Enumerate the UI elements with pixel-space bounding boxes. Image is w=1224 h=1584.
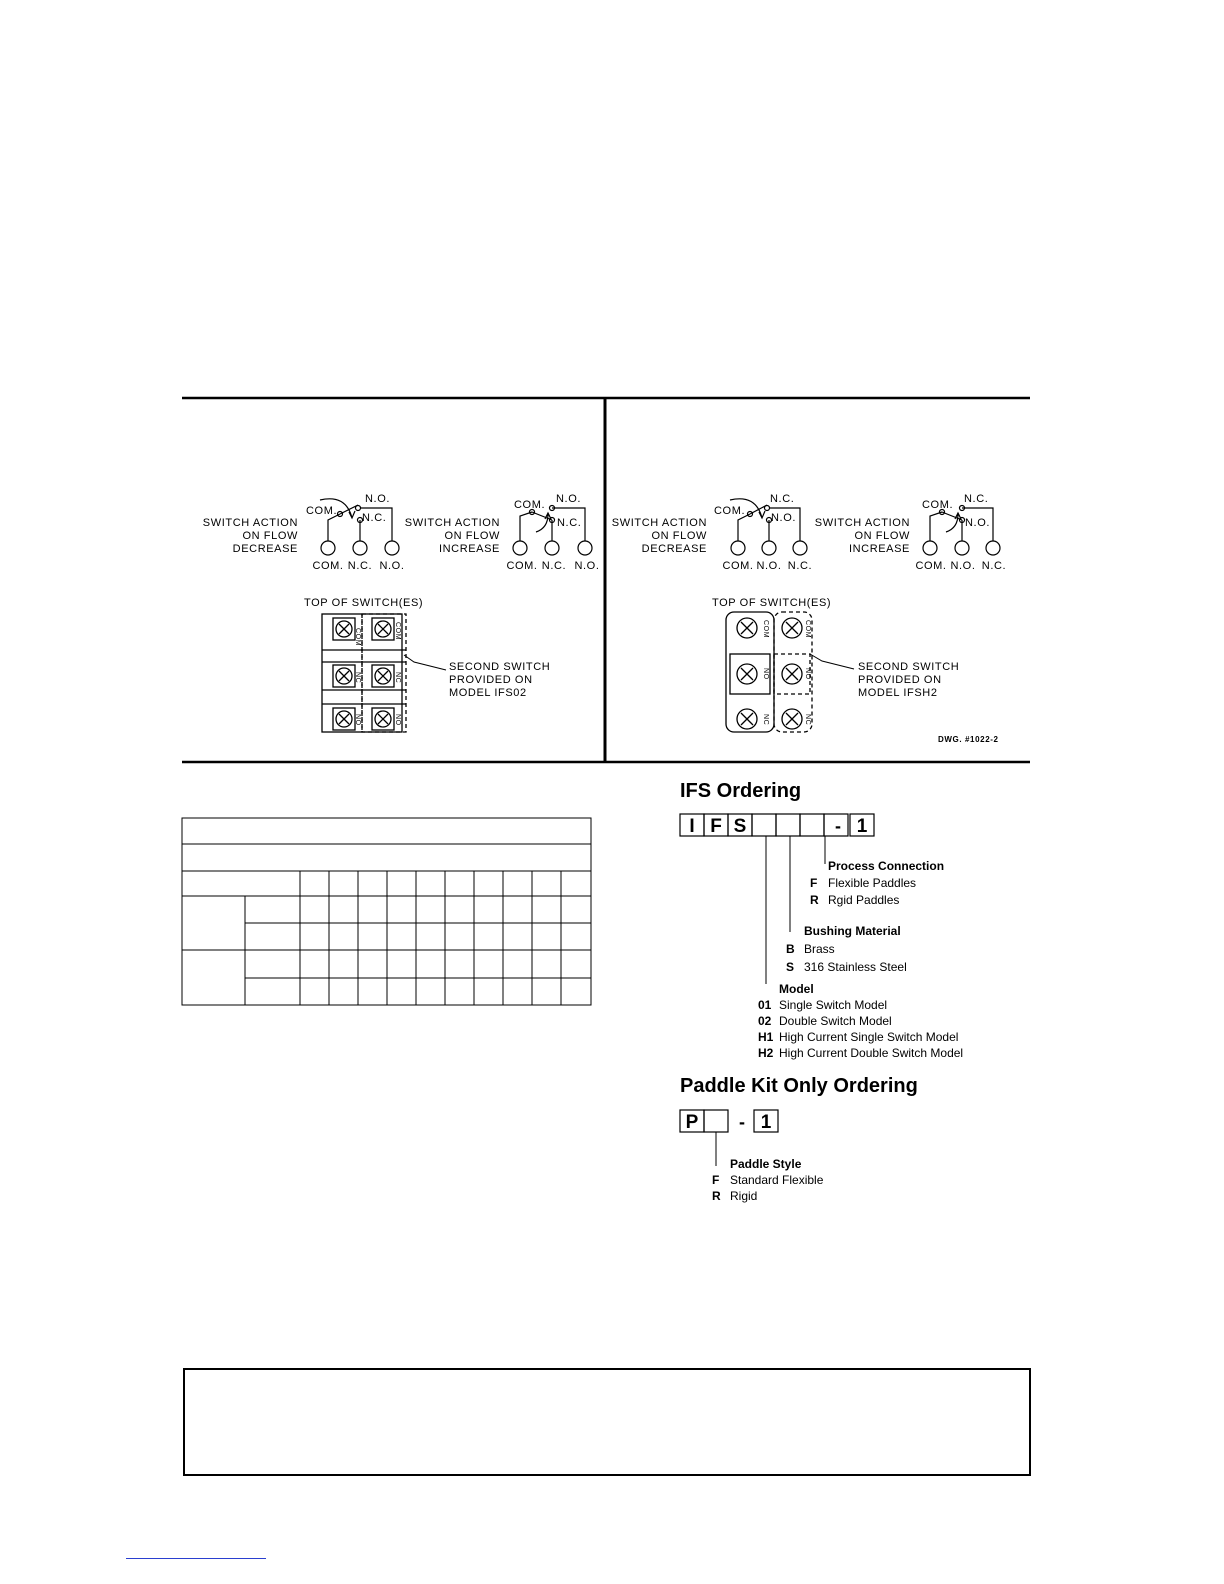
- left-dec-label-3: DECREASE: [232, 543, 298, 555]
- right-inc-contact-com: COM.: [922, 499, 954, 511]
- right-inc-label-1: SWITCH ACTION: [814, 517, 910, 529]
- right-term-nc-2: NC: [804, 714, 811, 726]
- right-term-nc-1: NC: [762, 714, 769, 726]
- left-dec-label-2: ON FLOW: [242, 530, 298, 542]
- right-term-no-2: NO: [804, 668, 811, 680]
- bushing-code-1: B: [786, 942, 795, 956]
- right-term-com-2: COM: [804, 620, 811, 639]
- right-dec-label-1: SWITCH ACTION: [611, 517, 707, 529]
- left-inc-contact-nc: N.C.: [557, 517, 582, 529]
- left-dec-contact-nc: N.C.: [362, 512, 387, 524]
- model-code-2: 02: [758, 1014, 772, 1028]
- left-term-no-1: NO: [354, 714, 361, 726]
- right-inc-pin-1: COM.: [915, 560, 947, 572]
- right-inc-pin-2: N.O.: [950, 560, 976, 572]
- process-heading: Process Connection: [828, 859, 945, 873]
- paddle-box-style: [704, 1110, 728, 1132]
- left-dec-pin-3: N.O.: [379, 560, 405, 572]
- model-text-1: Single Switch Model: [779, 998, 888, 1012]
- paddle-style-heading: Paddle Style: [730, 1157, 802, 1171]
- code-box-model-a: [752, 814, 776, 836]
- left-term-nc-1: NC: [354, 672, 361, 684]
- spec-table: [180, 815, 595, 1010]
- code-dash: -: [835, 816, 841, 836]
- code-box-bushing: [800, 814, 824, 836]
- left-term-no-2: NO: [394, 714, 401, 726]
- left-callout-3: MODEL IFS02: [449, 687, 527, 699]
- paddle-ordering-title: Paddle Kit Only Ordering: [680, 1075, 918, 1097]
- right-term-com-1: COM: [762, 620, 769, 639]
- right-dec-contact-no: N.O.: [771, 512, 797, 524]
- right-terminal-block: [726, 612, 854, 732]
- right-inc-pin-3: N.C.: [981, 560, 1007, 572]
- left-dec-pin-1: COM.: [312, 560, 344, 572]
- ifs-ordering-title: IFS Ordering: [680, 780, 802, 802]
- model-text-3: High Current Single Switch Model: [779, 1030, 959, 1044]
- code-letter-f: F: [710, 816, 722, 837]
- code-suffix: 1: [856, 816, 868, 837]
- right-inc-schematic: [923, 506, 1000, 556]
- right-callout-1: SECOND SWITCH: [858, 661, 960, 673]
- right-inc-contact-nc: N.C.: [964, 493, 989, 505]
- bushing-heading: Bushing Material: [804, 924, 901, 938]
- left-dec-pin-2: N.C.: [347, 560, 373, 572]
- model-code-4: H2: [758, 1046, 774, 1060]
- left-term-com-1: COM: [354, 628, 361, 647]
- paddle-ordering-diagram: [670, 1104, 890, 1214]
- paddle-letter-p: P: [685, 1112, 699, 1133]
- right-inc-label-3: INCREASE: [848, 543, 910, 555]
- code-box-model-b: [776, 814, 800, 836]
- left-inc-contact-com: COM.: [514, 499, 546, 511]
- left-term-com-2: COM: [394, 622, 401, 641]
- left-inc-label-1: SWITCH ACTION: [404, 517, 500, 529]
- right-dec-label-2: ON FLOW: [651, 530, 707, 542]
- left-inc-schematic: [513, 506, 592, 556]
- left-callout-1: SECOND SWITCH: [449, 661, 551, 673]
- bushing-text-2: 316 Stainless Steel: [804, 960, 907, 974]
- right-dec-pin-1: COM.: [722, 560, 754, 572]
- right-callout-3: MODEL IFSH2: [858, 687, 938, 699]
- left-dec-contact-com: COM.: [306, 505, 338, 517]
- model-text-4: High Current Double Switch Model: [779, 1046, 964, 1060]
- process-text-1: Flexible Paddles: [828, 876, 917, 890]
- left-top-of-switch-label: TOP OF SWITCH(ES): [304, 597, 424, 609]
- left-inc-contact-no: N.O.: [556, 493, 582, 505]
- left-inc-label-2: ON FLOW: [444, 530, 500, 542]
- model-code-1: 01: [758, 998, 772, 1012]
- model-text-2: Double Switch Model: [779, 1014, 892, 1028]
- model-heading: Model: [779, 982, 814, 996]
- right-dec-contact-nc: N.C.: [770, 493, 795, 505]
- left-callout-2: PROVIDED ON: [449, 674, 533, 686]
- right-callout-2: PROVIDED ON: [858, 674, 942, 686]
- code-letter-i: I: [689, 816, 695, 837]
- model-code-3: H1: [758, 1030, 774, 1044]
- right-term-no-1: NO: [762, 668, 769, 680]
- right-inc-contact-no: N.O.: [965, 517, 991, 529]
- left-inc-label-3: INCREASE: [438, 543, 500, 555]
- right-dec-contact-com: COM.: [714, 505, 746, 517]
- paddle-dash: -: [739, 1112, 745, 1132]
- left-term-nc-2: NC: [394, 672, 401, 684]
- paddle-suffix: 1: [760, 1112, 772, 1133]
- right-dec-pin-2: N.O.: [756, 560, 782, 572]
- left-inc-pin-2: N.C.: [541, 560, 567, 572]
- right-top-of-switch-label: TOP OF SWITCH(ES): [712, 597, 832, 609]
- bushing-text-1: Brass: [804, 942, 835, 956]
- footnote-rule: [126, 1558, 266, 1559]
- process-code-2: R: [810, 893, 819, 907]
- code-letter-s: S: [733, 816, 747, 837]
- left-wiring: [203, 493, 600, 732]
- notice-box: [183, 1368, 1031, 1476]
- right-dec-label-3: DECREASE: [641, 543, 707, 555]
- process-code-1: F: [810, 876, 818, 890]
- left-terminal-block: [322, 614, 446, 732]
- paddle-code-1: F: [712, 1173, 720, 1187]
- right-wiring: [612, 493, 1006, 744]
- right-inc-label-2: ON FLOW: [854, 530, 910, 542]
- paddle-text-1: Standard Flexible: [730, 1173, 824, 1187]
- left-dec-contact-no: N.O.: [365, 493, 391, 505]
- paddle-code-2: R: [712, 1189, 721, 1203]
- ifs-ordering-diagram: [670, 808, 990, 1068]
- drawing-number: DWG. #1022-2: [938, 735, 999, 744]
- paddle-text-2: Rigid: [730, 1189, 758, 1203]
- wiring-diagram-panel: [0, 0, 1224, 780]
- right-dec-pin-3: N.C.: [787, 560, 813, 572]
- bushing-code-2: S: [786, 960, 795, 974]
- process-text-2: Rgid Paddles: [828, 893, 900, 907]
- left-inc-pin-3: N.O.: [574, 560, 600, 572]
- left-dec-label-1: SWITCH ACTION: [202, 517, 298, 529]
- left-inc-pin-1: COM.: [506, 560, 538, 572]
